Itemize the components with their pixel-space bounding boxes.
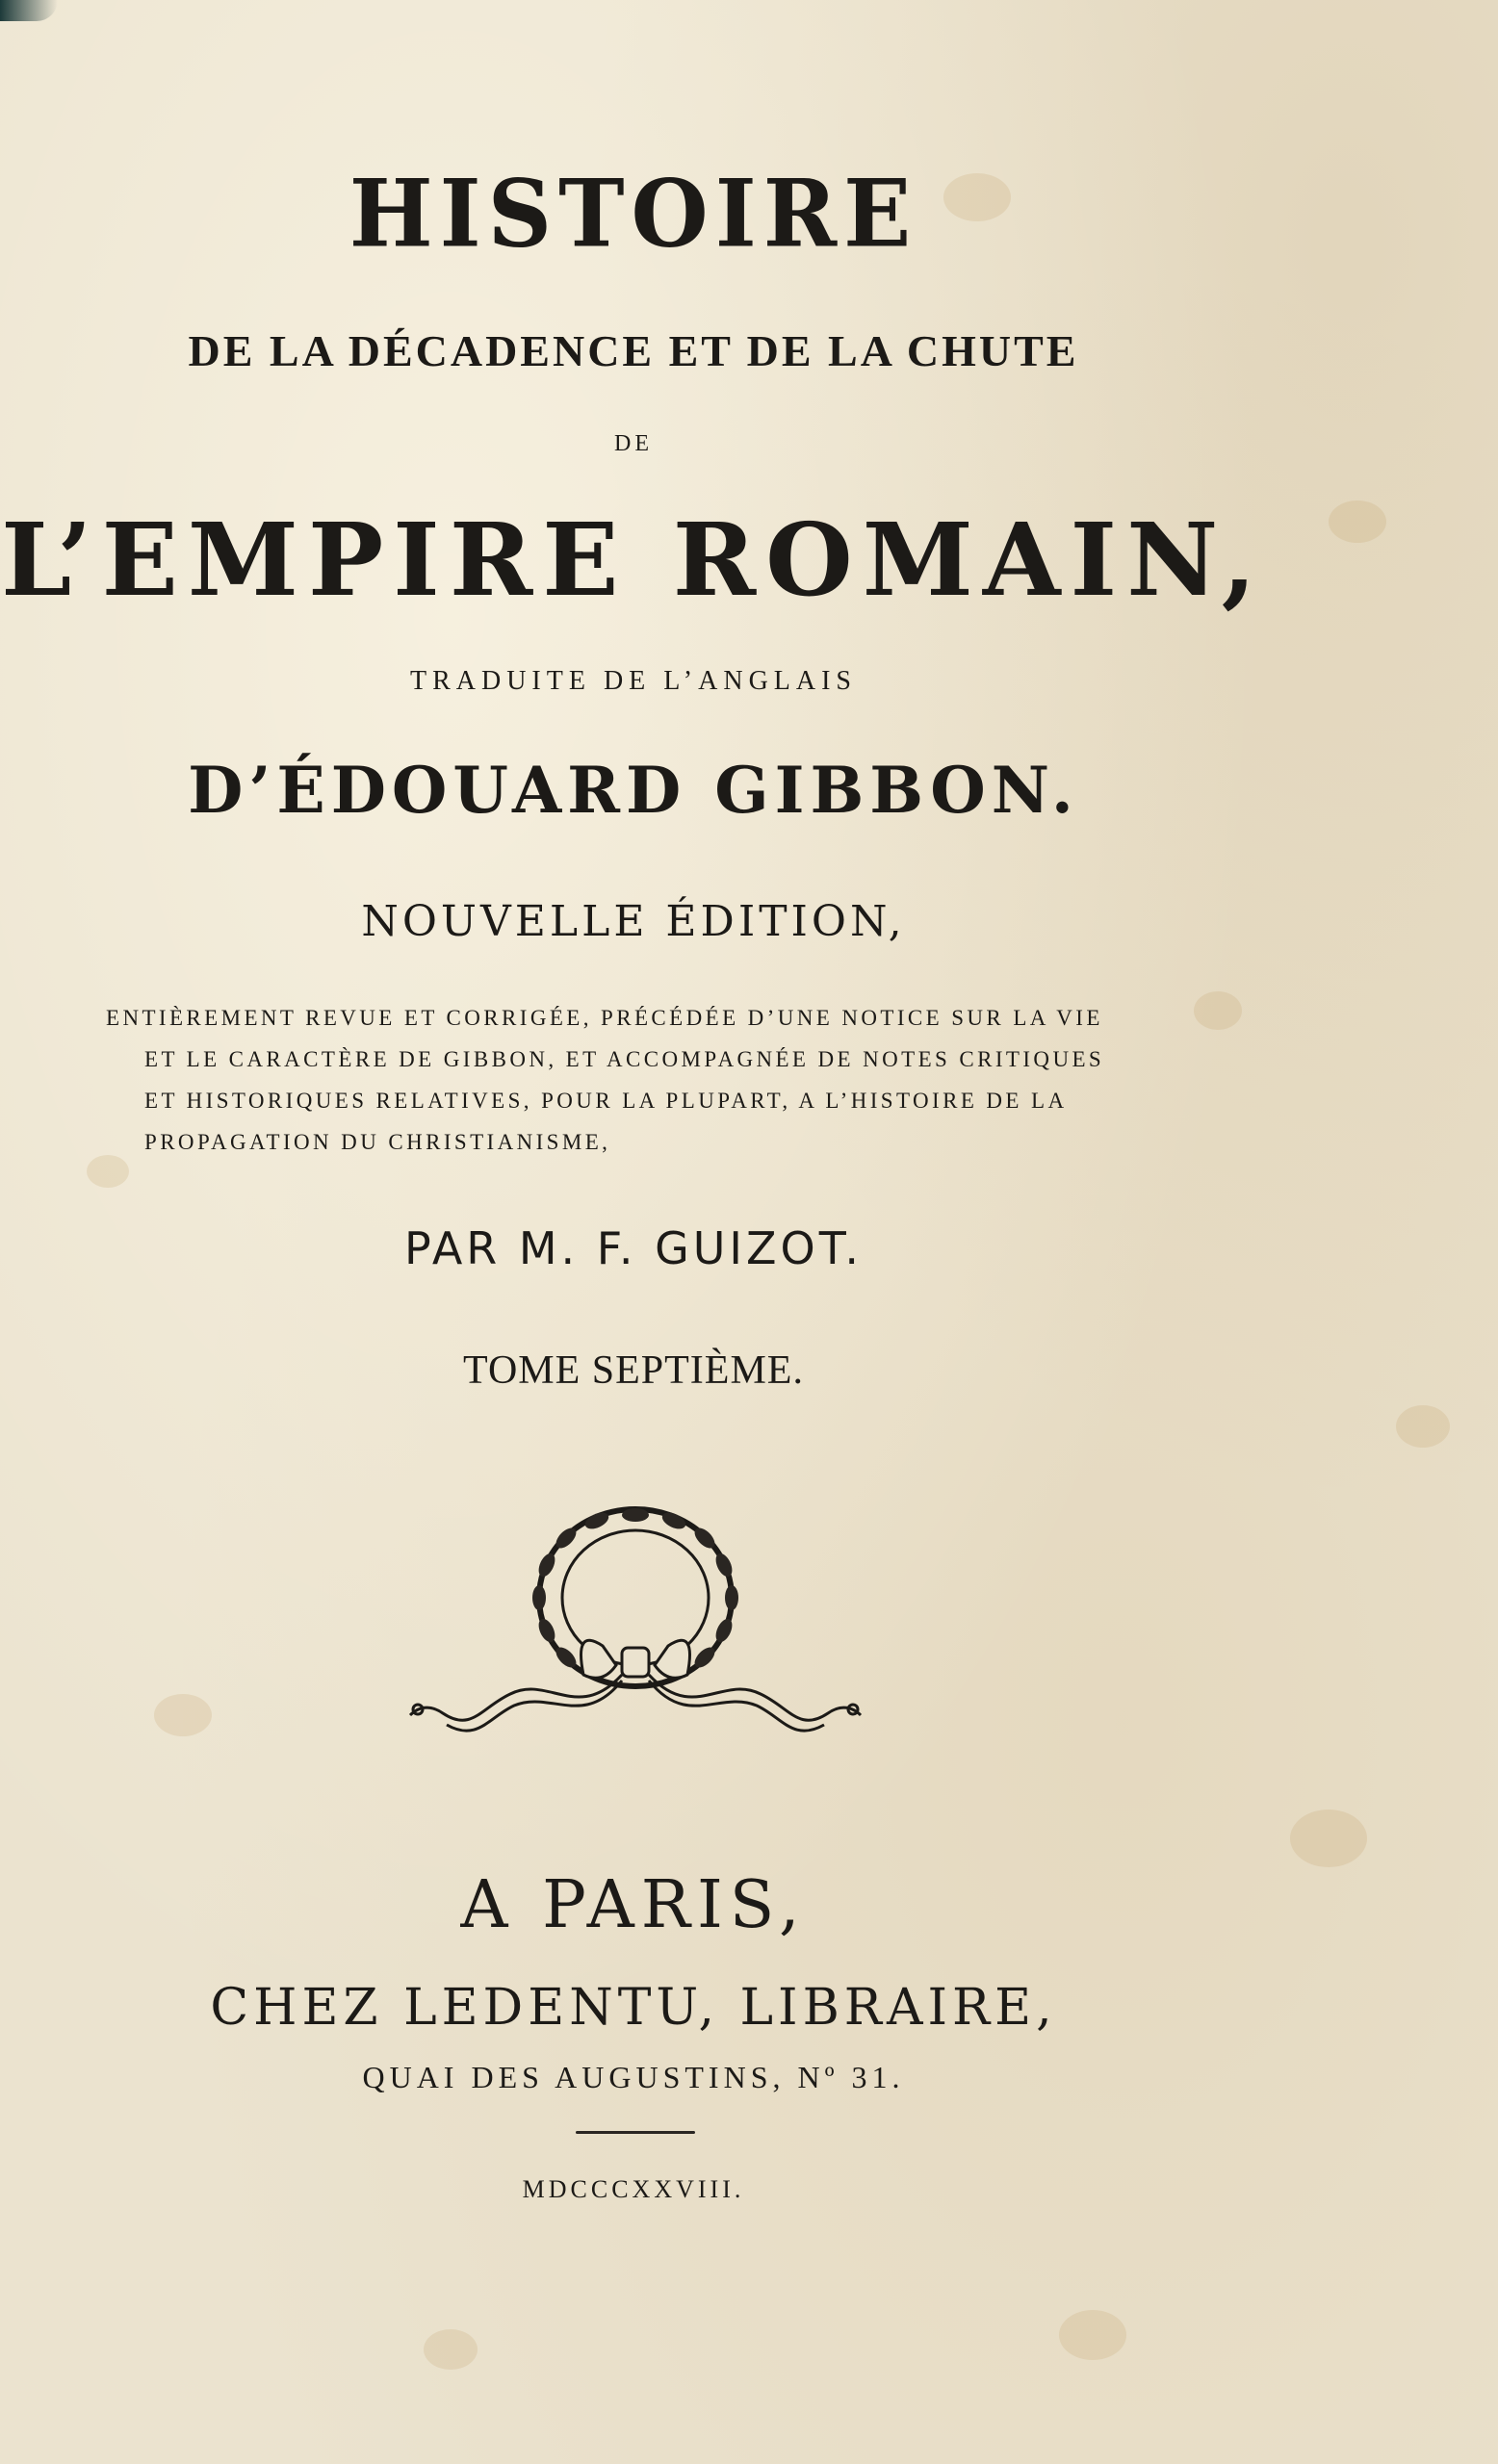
imprint-city: A PARIS, [460,1867,807,1943]
description-line: ET LE CARACTÈRE DE GIBBON, ET ACCOMPAGNÉE DE NOTES CRITIQUES [144,1047,1105,1071]
translation-note: TRADUITE DE L’ANGLAIS [409,666,858,696]
title-subtitle: DE LA DÉCADENCE ET DE LA CHUTE [188,326,1079,375]
title-histoire: HISTOIRE [349,159,918,269]
description-line: ENTIÈREMENT REVUE ET CORRIGÉE, PRÉCÉDÉE D’UNE NOTICE SUR LA VIE [106,1006,1103,1030]
foxing-spot [1059,2310,1126,2360]
volume-number: TOME SEPTIÈME. [463,1348,804,1393]
editor-credit: PAR M. F. GUIZOT. [404,1222,863,1274]
foxing-spot [154,1694,212,1736]
foxing-spot [1290,1810,1367,1867]
edition-description [106,997,1184,1163]
foxing-spot [1194,991,1242,1030]
imprint-publisher: CHEZ LEDENTU, LIBRAIRE, [210,1979,1057,2037]
foxing-spot [424,2329,478,2370]
title-empire-romain: L’EMPIRE ROMAIN, [1,500,1266,619]
divider-rule [576,2131,695,2134]
laurel-wreath-ribbon-icon [404,1502,866,1771]
description-line: ET HISTORIQUES RELATIVES, POUR LA PLUPART, A L’HISTOIRE DE LA [144,1089,1068,1113]
description-line: PROPAGATION DU CHRISTIANISME, [144,1130,611,1154]
foxing-spot [1396,1405,1450,1448]
author-gibbon: D’ÉDOUARD GIBBON. [188,753,1079,828]
title-connector: DE [614,431,653,456]
imprint-address: QUAI DES AUGUSTINS, Nº 31. [362,2060,905,2094]
edition-label: NOUVELLE ÉDITION, [361,897,906,946]
binding-corner [0,0,58,21]
imprint-date: MDCCCXXVIII. [522,2175,745,2203]
